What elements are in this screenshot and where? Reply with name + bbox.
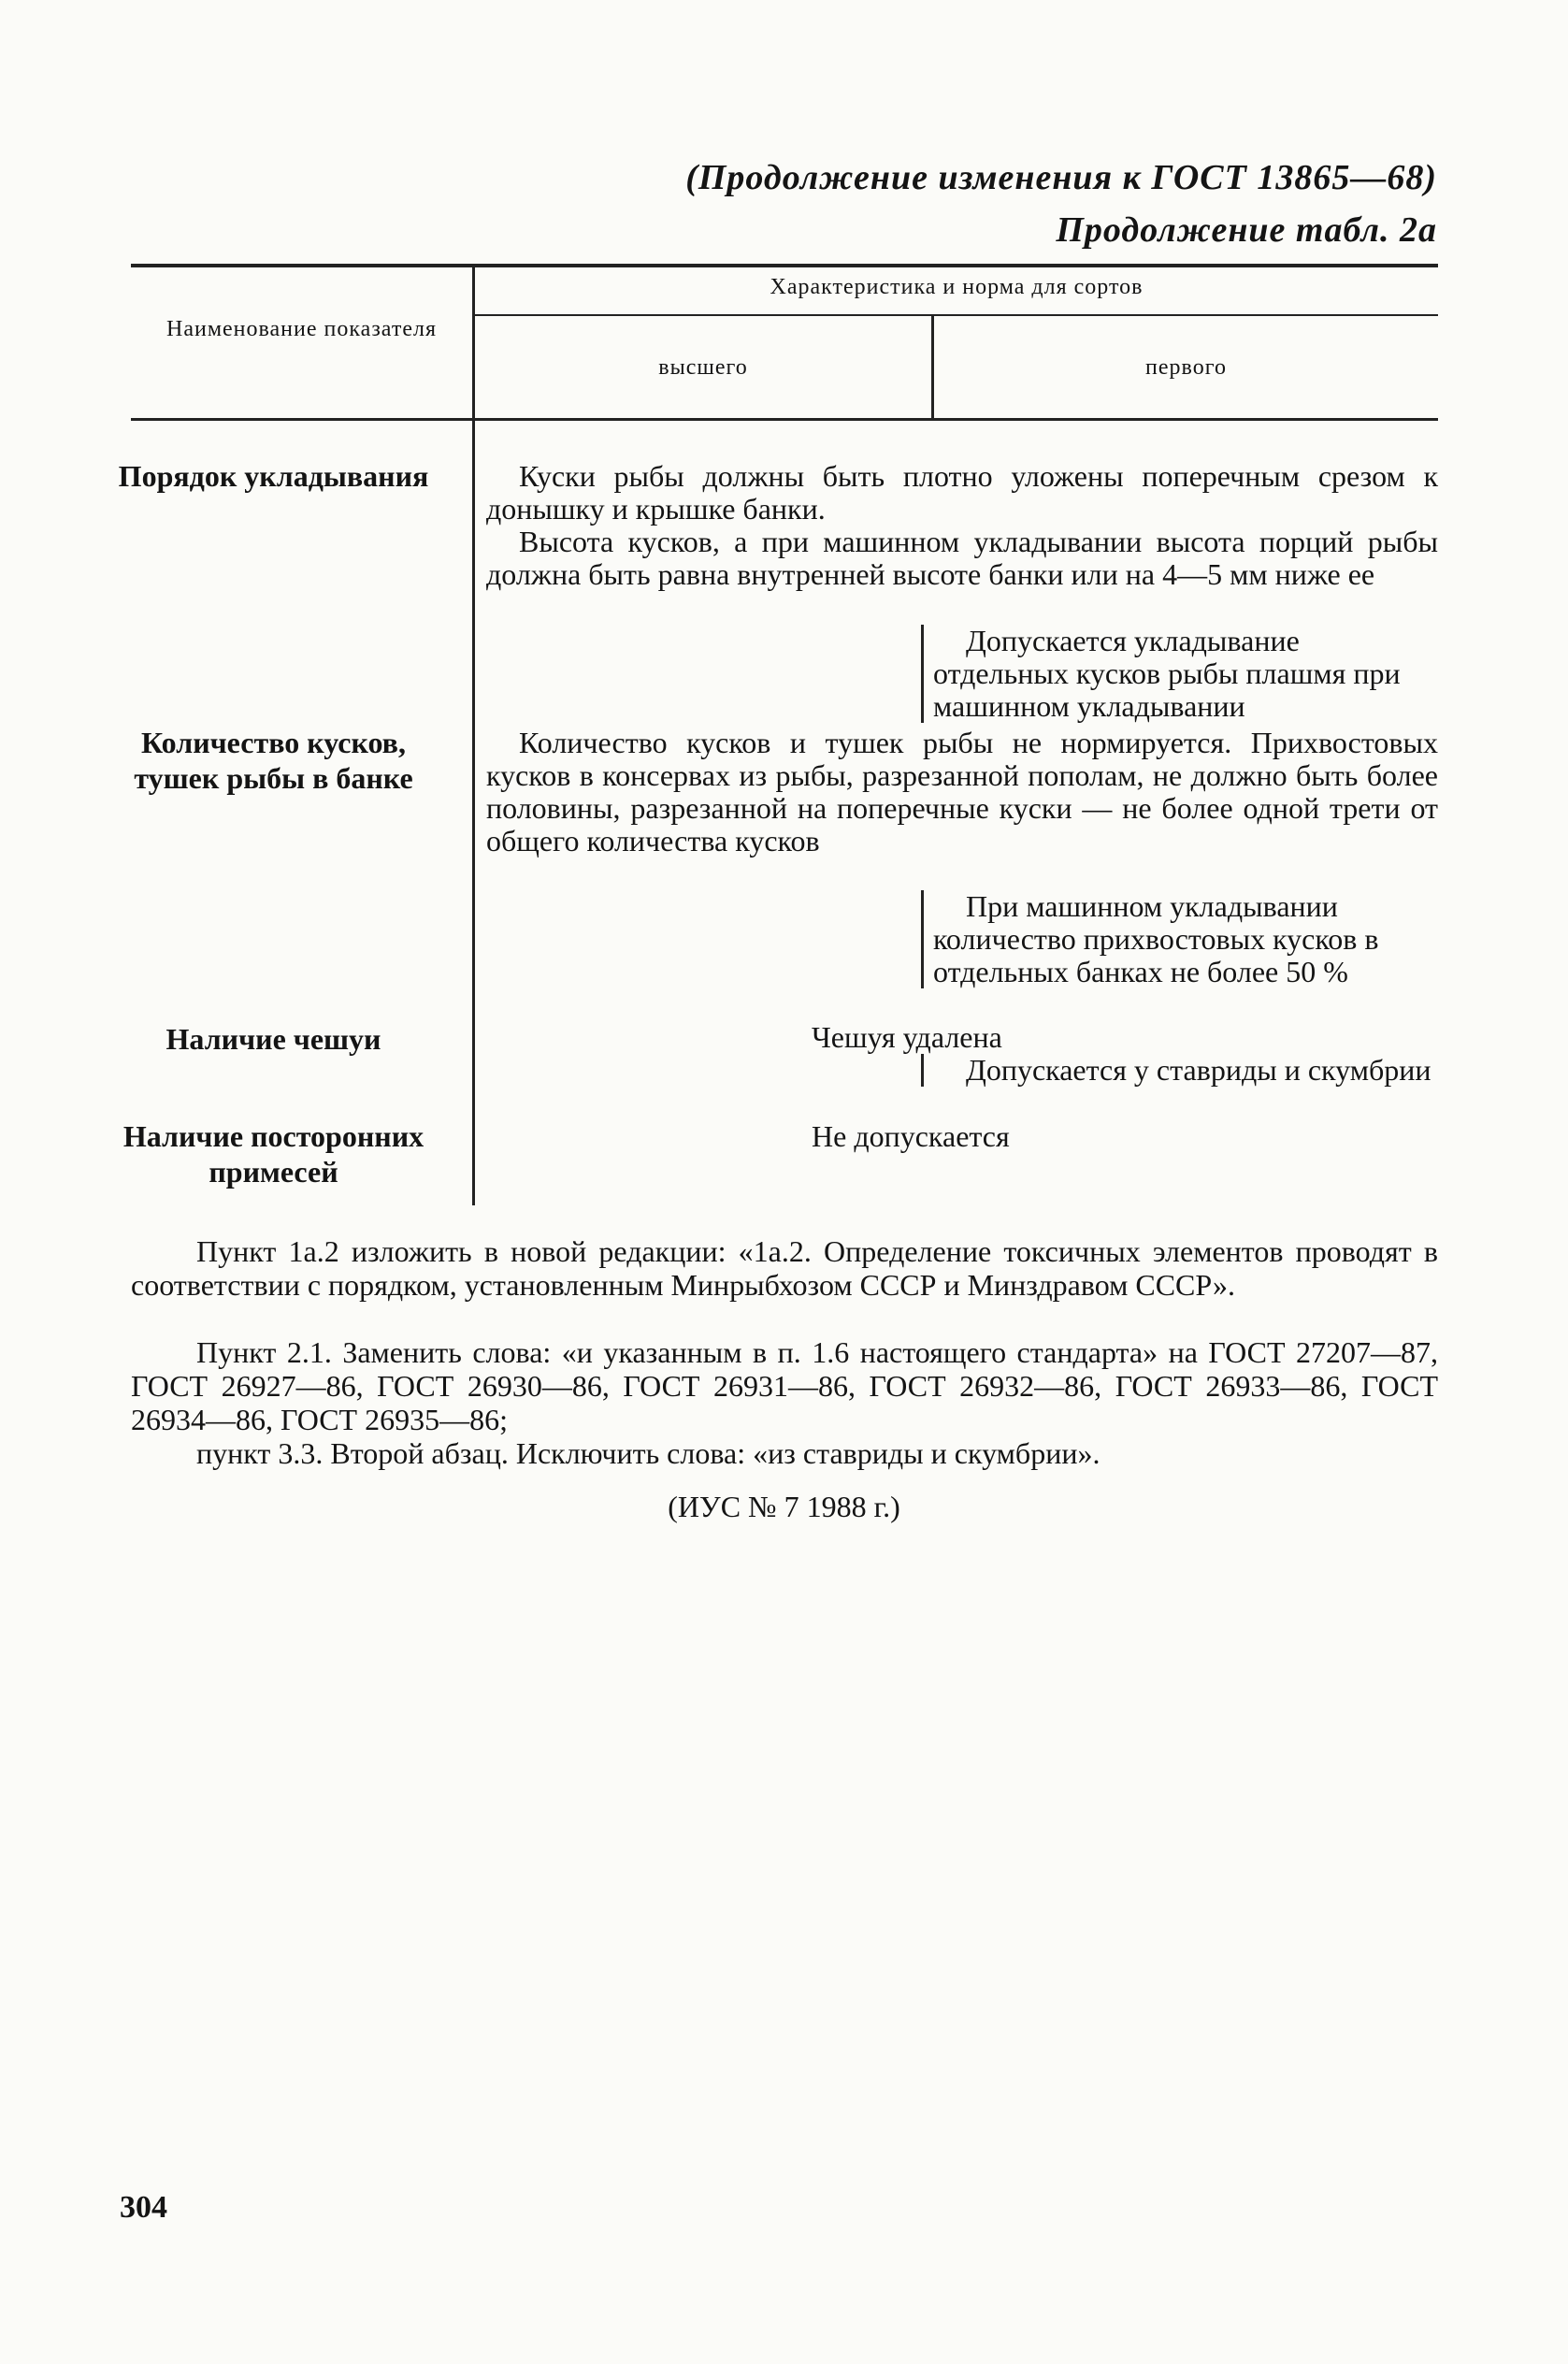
paragraph-1a2: Пункт 1а.2 изложить в новой редакции: «1а.2. Определение токсичных элементов проводят в соответствии с порядком, установленным Минрыбхозом СССР и Минздравом СССР». [131,1234,1438,1302]
paragraph-3-3: пункт 3.3. Второй абзац. Исключить слова: «из ставриды и скумбрии». [196,1436,1100,1470]
name-column-divider [472,266,475,1205]
source-reference: (ИУС № 7 1988 г.) [668,1490,900,1523]
column-header-highest-grade: высшего [658,355,748,380]
row-text-pieces-count: Количество кусков и тушек рыбы не нормируется. Прихвостовых кусков в консервах из рыбы, разрезанной пополам, не должно быть более половины, разрезанной на поперечные куски — не более одной трети от общего количества кусков [486,726,1438,858]
paragraph-2-1: Пункт 2.1. Заменить слова: «и указанным в п. 1.6 настоящего стандарта» на ГОСТ 27207—87, ГОСТ 26927—86, ГОСТ 26930—86, ГОСТ 26931—86, ГОСТ 26932—86, ГОСТ 26933—86, ГОСТ 26934—86, ГОСТ 26935—86; [131,1335,1438,1436]
row-note-pieces-count: При машинном укладывании количество прихвостовых кусков в отдельных банках не более 50 % [921,890,1440,988]
amendment-header: (Продолжение изменения к ГОСТ 13865—68) [685,158,1437,197]
page-number: 304 [120,2190,167,2225]
row-text-packing-order-1: Куски рыбы должны быть плотно уложены поперечным срезом к донышку и крышке банки. [486,459,1438,526]
group-header-rule [474,314,1438,316]
row-label-scales: Наличие чешуи [165,1022,381,1056]
row-text-foreign-impurities: Не допускается [812,1119,1010,1153]
column-group-header: Характеристика и норма для сортов [770,275,1144,299]
row-text-packing-order-2: Высота кусков, а при машинном укладывании высота порций рыбы должна быть равна внутренней высоте банки или на 4—5 мм ниже ее [486,525,1438,591]
column-header-indicator-name [131,316,472,342]
row-text-scales: Чешуя удалена [812,1020,1002,1054]
row-note-packing-order: Допускается укладывание отдельных кусков рыбы плашмя при машинном укладывании [921,625,1440,723]
row-label-pieces-count: Количество кусков, тушек рыбы в банке [134,726,413,795]
table-top-rule [131,264,1438,267]
column-header-first-grade: первого [1145,355,1227,380]
row-label-packing-order: Порядок укладывания [118,459,429,493]
row-note-scales: Допускается у ставриды и скумбрии [921,1054,1440,1087]
table-continuation-label: Продолжение табл. 2а [1056,210,1437,250]
header-bottom-rule [131,418,1438,421]
row-label-foreign-impurities: Наличие посторонних примесей [122,1119,424,1189]
column-header-indicator-name-text: Наименование показателя [166,317,437,341]
